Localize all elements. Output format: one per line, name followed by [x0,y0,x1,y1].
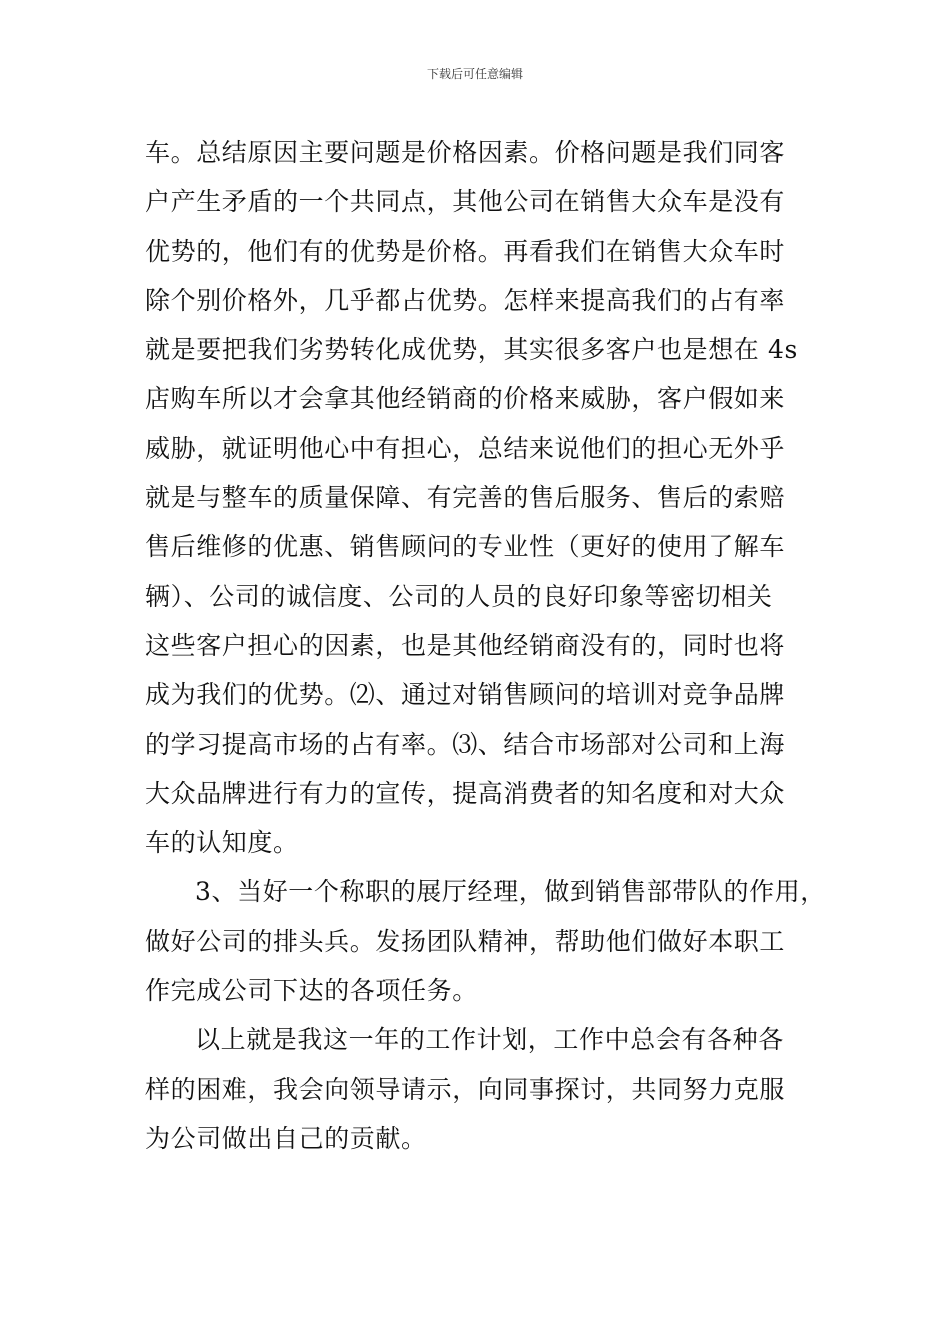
text-line: 大众品牌进行有力的宣传，提高消费者的知名度和对大众 [145,778,786,808]
text-line: 作完成公司下达的各项任务。 [145,976,478,1006]
text-line: 除个别价格外，几乎都占优势。怎样来提高我们的占有率 [145,285,786,315]
text-line: 成为我们的优势。⑵、通过对销售顾问的培训对竞争品牌 [145,680,786,710]
paragraph-3 [145,1015,815,1163]
text-line: 威胁，就证明他心中有担心，总结来说他们的担心无外乎 [145,433,786,463]
text-line: 店购车所以才会拿其他经销商的价格来威胁，客户假如来 [145,384,786,414]
text-line: 为公司做出自己的贡献。 [145,1123,427,1153]
text-line: 的学习提高市场的占有率。⑶、结合市场部对公司和上海 [145,729,786,759]
text-line: 车的认知度。 [145,828,299,858]
text-line: 优势的，他们有的优势是价格。再看我们在销售大众车时 [145,236,786,266]
document-body [145,128,826,1163]
text-line: 就是与整车的质量保障、有完善的售后服务、售后的索赔 [145,483,786,513]
text-line: 车。总结原因主要问题是价格因素。价格问题是我们同客 [145,138,786,167]
text-line: 这些客户担心的因素，也是其他经销商没有的，同时也将 [145,630,786,660]
text-line: 做好公司的排头兵。发扬团队精神，帮助他们做好本职工 [145,926,786,956]
page-header: 下载后可任意编辑 [426,67,523,81]
paragraph-1 [145,128,815,867]
text-line: 辆）、公司的诚信度、公司的人员的良好印象等密切相关 [145,581,773,611]
text-line: 以上就是我这一年的工作计划，工作中总会有各种各 [195,1025,784,1055]
text-line: 就是要把我们劣势转化成优势，其实很多客户也是想在 4s [145,335,798,365]
text-line: 户产生矛盾的一个共同点，其他公司在销售大众车是没有 [145,187,786,217]
text-line: 样的困难，我会向领导请示，向同事探讨，共同努力克服 [145,1074,786,1104]
paragraph-2 [145,867,826,1015]
text-line: 售后维修的优惠、销售顾问的专业性（更好的使用了解车 [145,532,786,562]
text-line: 3、当好一个称职的展厅经理，做到销售部带队的作用， [195,877,826,907]
